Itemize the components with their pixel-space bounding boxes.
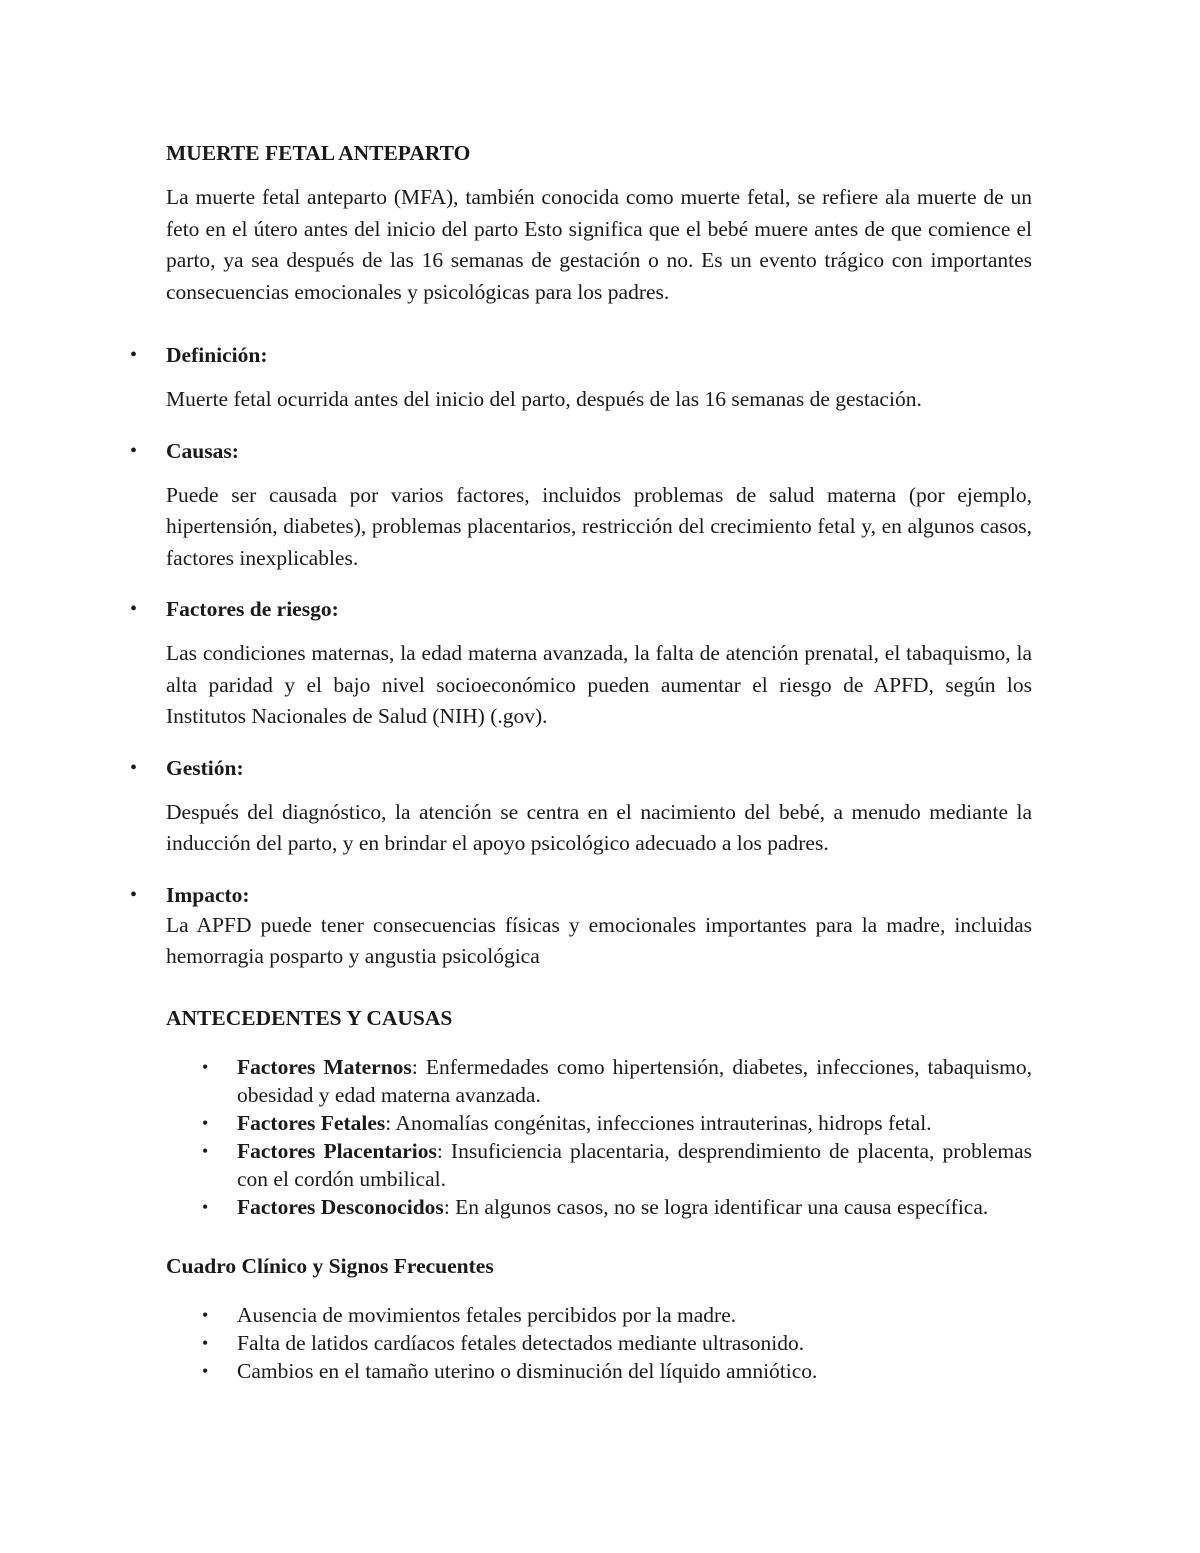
sign-text: Ausencia de movimientos fetales percibidos por la madre. bbox=[237, 1302, 737, 1327]
intro-paragraph: La muerte fetal anteparto (MFA), también conocida como muerte fetal, se refiere ala muerte de un feto en el útero antes del inicio del parto Esto significa que el bebé muere antes de que comience el parto, ya sea después de las 16 semanas de gestación o no. Es un evento trágico con importantes consecuencias emocionales y psicológicas para los padres. bbox=[166, 185, 1032, 304]
bullet-icon: • bbox=[130, 344, 138, 366]
section-heading: Causas: bbox=[166, 438, 239, 463]
bullet-icon: • bbox=[202, 1360, 209, 1381]
list-item bbox=[166, 1357, 1032, 1385]
section-text: Las condiciones maternas, la edad materna avanzada, la falta de atención prenatal, el tabaquismo, la alta paridad y el bajo nivel socioeconómico pueden aumentar el riesgo de APFD, según los Institutos Nacionales de Salud (NIH) (.gov). bbox=[166, 641, 1032, 728]
cause-text: : Enfermedades como hipertensión, diabetes, infecciones, tabaquismo, obesidad y edad materna avanzada. bbox=[237, 1054, 1032, 1107]
bullet-icon: • bbox=[202, 1140, 209, 1161]
section-text: Muerte fetal ocurrida antes del inicio del parto, después de las 16 semanas de gestación. bbox=[166, 387, 922, 411]
sign-text: Falta de latidos cardíacos fetales detectados mediante ultrasonido. bbox=[237, 1330, 805, 1355]
sign-text: Cambios en el tamaño uterino o disminución del líquido amniótico. bbox=[237, 1358, 818, 1383]
bullet-icon: • bbox=[130, 883, 138, 906]
signs-heading: Cuadro Clínico y Signos Frecuentes bbox=[166, 1253, 494, 1278]
cause-label: Factores Desconocidos bbox=[237, 1194, 444, 1219]
list-item bbox=[166, 1137, 1032, 1193]
document-body bbox=[130, 138, 1032, 1385]
cause-text: : Anomalías congénitas, infecciones intrauterinas, hidrops fetal. bbox=[385, 1110, 932, 1135]
section-heading: Definición: bbox=[166, 343, 268, 367]
cause-label: Factores Fetales bbox=[237, 1110, 386, 1135]
document-title: MUERTE FETAL ANTEPARTO bbox=[166, 141, 471, 165]
section-factores-riesgo bbox=[130, 594, 1032, 733]
cause-label: Factores Placentarios bbox=[237, 1138, 437, 1163]
causes-heading: ANTECEDENTES Y CAUSAS bbox=[166, 1005, 453, 1030]
bullet-icon: • bbox=[202, 1112, 209, 1133]
section-gestion bbox=[130, 753, 1032, 860]
causes-list bbox=[166, 1053, 1032, 1221]
bullet-icon: • bbox=[202, 1304, 209, 1325]
list-item bbox=[166, 1301, 1032, 1329]
section-heading: Gestión: bbox=[166, 755, 244, 780]
section-impacto bbox=[130, 880, 1032, 973]
section-text: Puede ser causada por varios factores, incluidos problemas de salud materna (por ejemplo, hipertensión, diabetes), problemas placentarios, restricción del crecimiento fetal y, en algunos casos, factores inexplicables. bbox=[166, 482, 1032, 570]
cause-text: : En algunos casos, no se logra identificar una causa específica. bbox=[443, 1194, 989, 1219]
bullet-icon: • bbox=[130, 598, 138, 620]
signs-list bbox=[166, 1301, 1032, 1385]
list-item bbox=[166, 1053, 1032, 1109]
bullet-icon: • bbox=[130, 439, 138, 462]
bullet-icon: • bbox=[202, 1056, 209, 1077]
bullet-icon: • bbox=[202, 1196, 209, 1217]
bullet-icon: • bbox=[130, 756, 138, 779]
section-heading: Impacto: bbox=[166, 882, 250, 907]
section-text: Después del diagnóstico, la atención se centra en el nacimiento del bebé, a menudo mediante la inducción del parto, y en brindar el apoyo psicológico adecuado a los padres. bbox=[166, 799, 1032, 855]
list-item bbox=[166, 1329, 1032, 1357]
cause-text: : Insuficiencia placentaria, desprendimiento de placenta, problemas con el cordón umbilical. bbox=[237, 1138, 1032, 1191]
section-heading: Factores de riesgo: bbox=[166, 597, 339, 621]
list-item bbox=[166, 1109, 1032, 1137]
cause-label: Factores Maternos bbox=[237, 1054, 412, 1079]
section-text: La APFD puede tener consecuencias físicas y emocionales importantes para la madre, incluidas hemorragia posparto y angustia psicológica bbox=[166, 912, 1032, 968]
list-item bbox=[166, 1193, 1032, 1221]
section-definicion bbox=[130, 340, 1032, 416]
bullet-icon: • bbox=[202, 1332, 209, 1353]
section-causas bbox=[130, 436, 1032, 575]
